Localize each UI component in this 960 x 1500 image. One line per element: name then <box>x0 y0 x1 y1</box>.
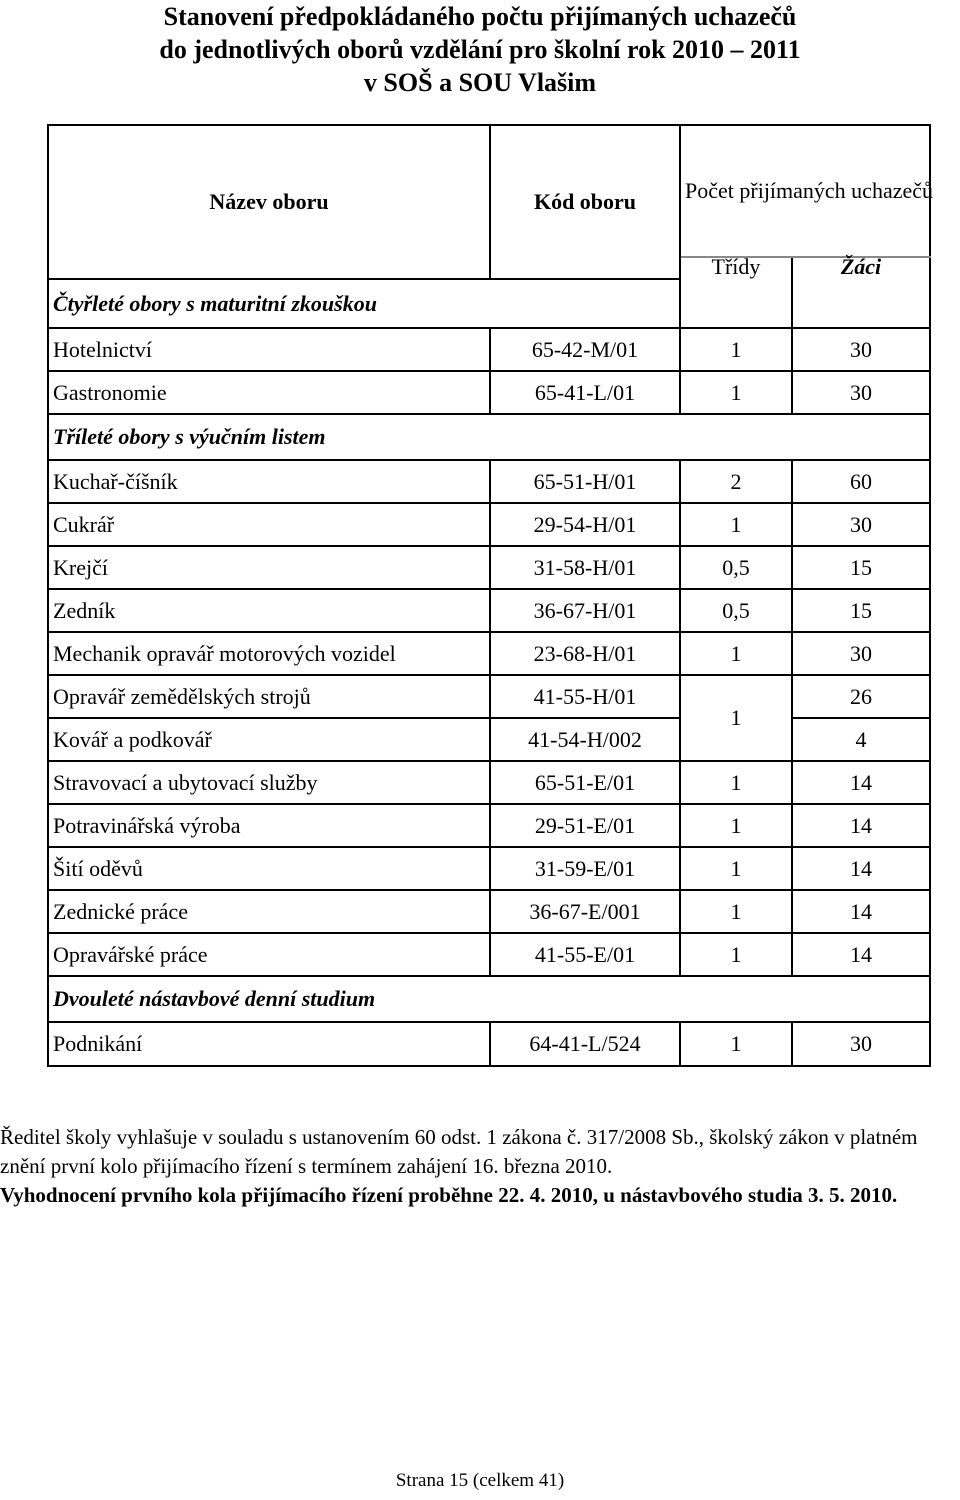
table-row <box>48 460 930 503</box>
footer-note <box>0 1123 960 1210</box>
row-code: 36-67-H/01 <box>490 589 680 632</box>
row-classes: 1 <box>680 890 792 933</box>
row-classes: 1 <box>680 804 792 847</box>
table-row <box>48 632 930 675</box>
row-code: 65-51-E/01 <box>490 761 680 804</box>
header-classes: Třídy <box>680 257 792 328</box>
section-three-year: Tříleté obory s výučním listem <box>48 414 930 460</box>
row-name: Opravář zemědělských strojů <box>48 675 490 718</box>
row-classes: 0,5 <box>680 546 792 589</box>
table-row <box>48 890 930 933</box>
row-classes: 1 <box>680 761 792 804</box>
table-row <box>48 847 930 890</box>
row-code: 31-58-H/01 <box>490 546 680 589</box>
table-row <box>48 718 930 761</box>
row-name: Cukrář <box>48 503 490 546</box>
row-pupils: 14 <box>792 933 930 976</box>
row-pupils: 14 <box>792 804 930 847</box>
section-four-year: Čtyřleté obory s maturitní zkouškou <box>48 279 680 328</box>
section-two-year: Dvouleté nástavbové denní studium <box>48 976 930 1022</box>
row-code: 65-51-H/01 <box>490 460 680 503</box>
row-code: 65-41-L/01 <box>490 371 680 414</box>
row-code: 31-59-E/01 <box>490 847 680 890</box>
row-name: Šití oděvů <box>48 847 490 890</box>
table-row <box>48 1022 930 1066</box>
row-code: 65-42-M/01 <box>490 328 680 371</box>
row-classes: 1 <box>680 847 792 890</box>
table-row <box>48 804 930 847</box>
row-code: 41-54-H/002 <box>490 718 680 761</box>
row-code: 36-67-E/001 <box>490 890 680 933</box>
row-classes: 1 <box>680 328 792 371</box>
row-pupils: 14 <box>792 761 930 804</box>
header-code: Kód oboru <box>490 125 680 279</box>
page-number: Strana 15 (celkem 41) <box>395 1470 565 1491</box>
footer-text: Ředitel školy vyhlašuje v souladu s ustanovením 60 odst. 1 zákona č. 317/2008 Sb., školský zákon v platném znění první kolo přijímacího řízení s termínem zahájení 16. března 2010. <box>0 1125 918 1178</box>
table-row <box>48 546 930 589</box>
row-pupils: 15 <box>792 546 930 589</box>
row-code: 41-55-E/01 <box>490 933 680 976</box>
header-pupils: Žáci <box>792 257 930 328</box>
title-line-1: Stanovení předpokládaného počtu přijímaných uchazečů <box>163 2 797 31</box>
row-code: 29-51-E/01 <box>490 804 680 847</box>
row-code: 64-41-L/524 <box>490 1022 680 1066</box>
table-row <box>48 933 930 976</box>
row-classes: 1 <box>680 632 792 675</box>
row-pupils: 26 <box>792 675 930 718</box>
table-row <box>48 328 930 371</box>
title-line-3: v SOŠ a SOU Vlašim <box>363 68 597 97</box>
row-classes: 1 <box>680 933 792 976</box>
row-name: Gastronomie <box>48 371 490 414</box>
row-classes: 1 <box>680 1022 792 1066</box>
row-name: Potravinářská výroba <box>48 804 490 847</box>
row-name: Zednické práce <box>48 890 490 933</box>
row-pupils: 30 <box>792 328 930 371</box>
row-name: Kuchař-číšník <box>48 460 490 503</box>
row-pupils: 14 <box>792 890 930 933</box>
row-name: Stravovací a ubytovací služby <box>48 761 490 804</box>
row-code: 29-54-H/01 <box>490 503 680 546</box>
row-classes: 0,5 <box>680 589 792 632</box>
row-classes: 1 <box>680 503 792 546</box>
row-pupils: 30 <box>792 632 930 675</box>
footer-bold-text: Vyhodnocení prvního kola přijímacího řízení proběhne 22. 4. 2010, u nástavbového studia 3. 5. 2010. <box>0 1183 898 1207</box>
row-pupils: 15 <box>792 589 930 632</box>
row-pupils: 14 <box>792 847 930 890</box>
table-row <box>48 371 930 414</box>
row-name: Hotelnictví <box>48 328 490 371</box>
header-count: Počet přijímaných uchazečů <box>680 125 930 257</box>
title-line-2: do jednotlivých oborů vzdělání pro školní rok 2010 – 2011 <box>159 35 801 64</box>
row-code: 41-55-H/01 <box>490 675 680 718</box>
row-name: Krejčí <box>48 546 490 589</box>
table-row <box>48 761 930 804</box>
row-classes: 1 <box>680 371 792 414</box>
row-name: Kovář a podkovář <box>48 718 490 761</box>
row-pupils: 30 <box>792 371 930 414</box>
table-row <box>48 589 930 632</box>
admissions-table <box>47 124 934 1067</box>
row-pupils: 60 <box>792 460 930 503</box>
row-name: Opravářské práce <box>48 933 490 976</box>
row-name: Podnikání <box>48 1022 490 1066</box>
document-title <box>0 0 960 99</box>
header-name: Název oboru <box>48 125 490 279</box>
row-pupils: 4 <box>792 718 930 761</box>
table-row <box>48 503 930 546</box>
table-row <box>48 675 930 718</box>
row-classes-merged: 1 <box>680 675 792 761</box>
row-name: Zedník <box>48 589 490 632</box>
row-name: Mechanik opravář motorových vozidel <box>48 632 490 675</box>
row-code: 23-68-H/01 <box>490 632 680 675</box>
row-pupils: 30 <box>792 503 930 546</box>
row-pupils: 30 <box>792 1022 930 1066</box>
row-classes: 2 <box>680 460 792 503</box>
